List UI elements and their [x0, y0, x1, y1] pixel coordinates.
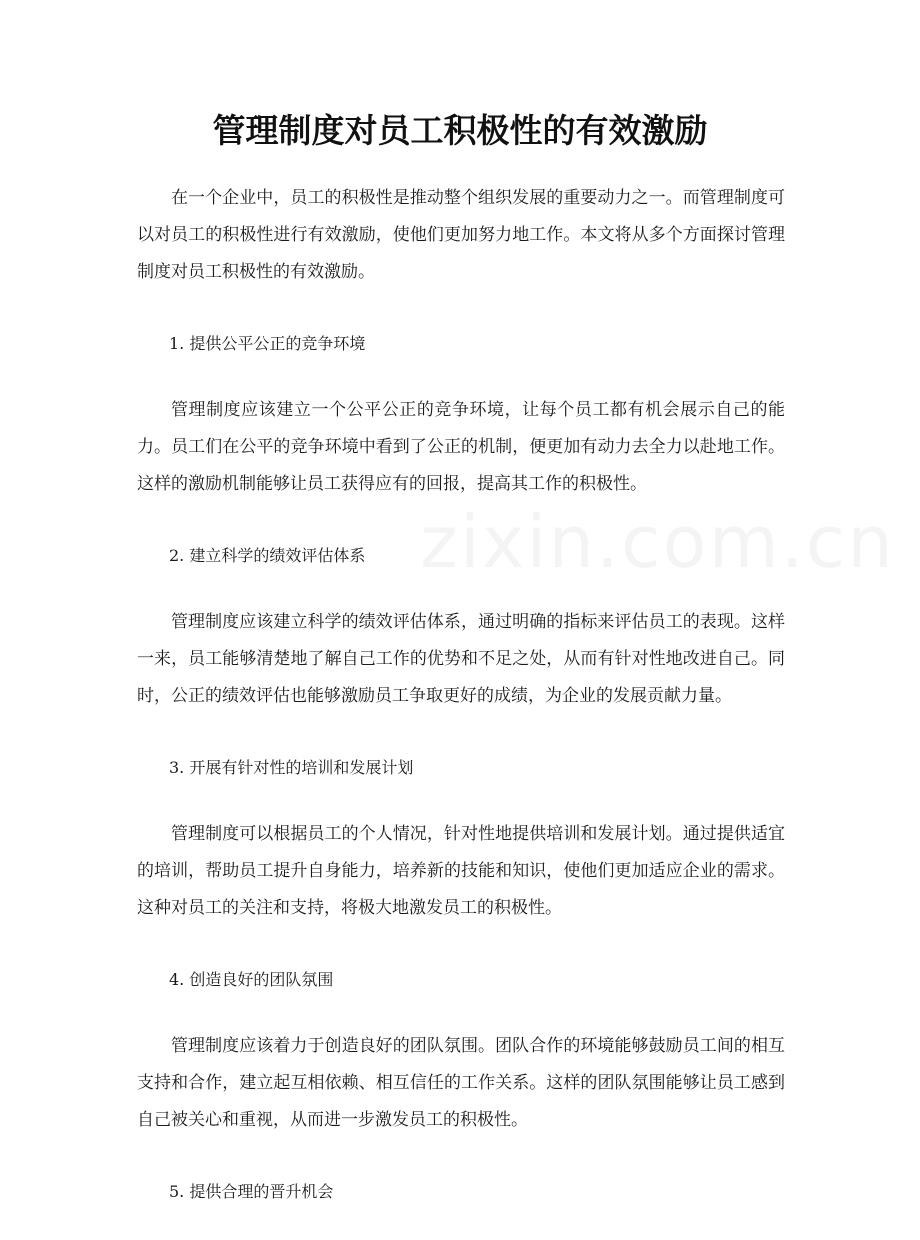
- document-body: [137, 180, 785, 1240]
- section-heading-3: 3. 开展有针对性的培训和发展计划: [169, 758, 414, 777]
- section-heading-5: 5. 提供合理的晋升机会: [169, 1182, 334, 1201]
- intro-paragraph: 在一个企业中，员工的积极性是推动整个组织发展的重要动力之一。而管理制度可以对员工的积极性进行有效激励，使他们更加努力地工作。本文将从多个方面探讨管理制度对员工积极性的有效激励。: [137, 188, 785, 282]
- section-heading-1: 1. 提供公平公正的竞争环境: [169, 334, 366, 353]
- section-body-1: 管理制度应该建立一个公平公正的竞争环境，让每个员工都有机会展示自己的能力。员工们在公平的竞争环境中看到了公正的机制，便更加有动力去全力以赴地工作。这样的激励机制能够让员工获得应有的回报，提高其工作的积极性。: [137, 400, 785, 494]
- section-body-4: 管理制度应该着力于创造良好的团队氛围。团队合作的环境能够鼓励员工间的相互支持和合作，建立起互相依赖、相互信任的工作关系。这样的团队氛围能够让员工感到自己被关心和重视，从而进一步激发员工的积极性。: [137, 1036, 785, 1130]
- section-heading-2: 2. 建立科学的绩效评估体系: [169, 546, 366, 565]
- section-body-3: 管理制度可以根据员工的个人情况，针对性地提供培训和发展计划。通过提供适宜的培训，帮助员工提升自身能力，培养新的技能和知识，使他们更加适应企业的需求。这种对员工的关注和支持，将极大地激发员工的积极性。: [137, 824, 785, 918]
- section-heading-4: 4. 创造良好的团队氛围: [169, 970, 334, 989]
- page-title: 管理制度对员工积极性的有效激励: [212, 111, 708, 150]
- section-body-2: 管理制度应该建立科学的绩效评估体系，通过明确的指标来评估员工的表现。这样一来，员工能够清楚地了解自己工作的优势和不足之处，从而有针对性地改进自己。同时，公正的绩效评估也能够激励员工争取更好的成绩，为企业的发展贡献力量。: [137, 612, 785, 706]
